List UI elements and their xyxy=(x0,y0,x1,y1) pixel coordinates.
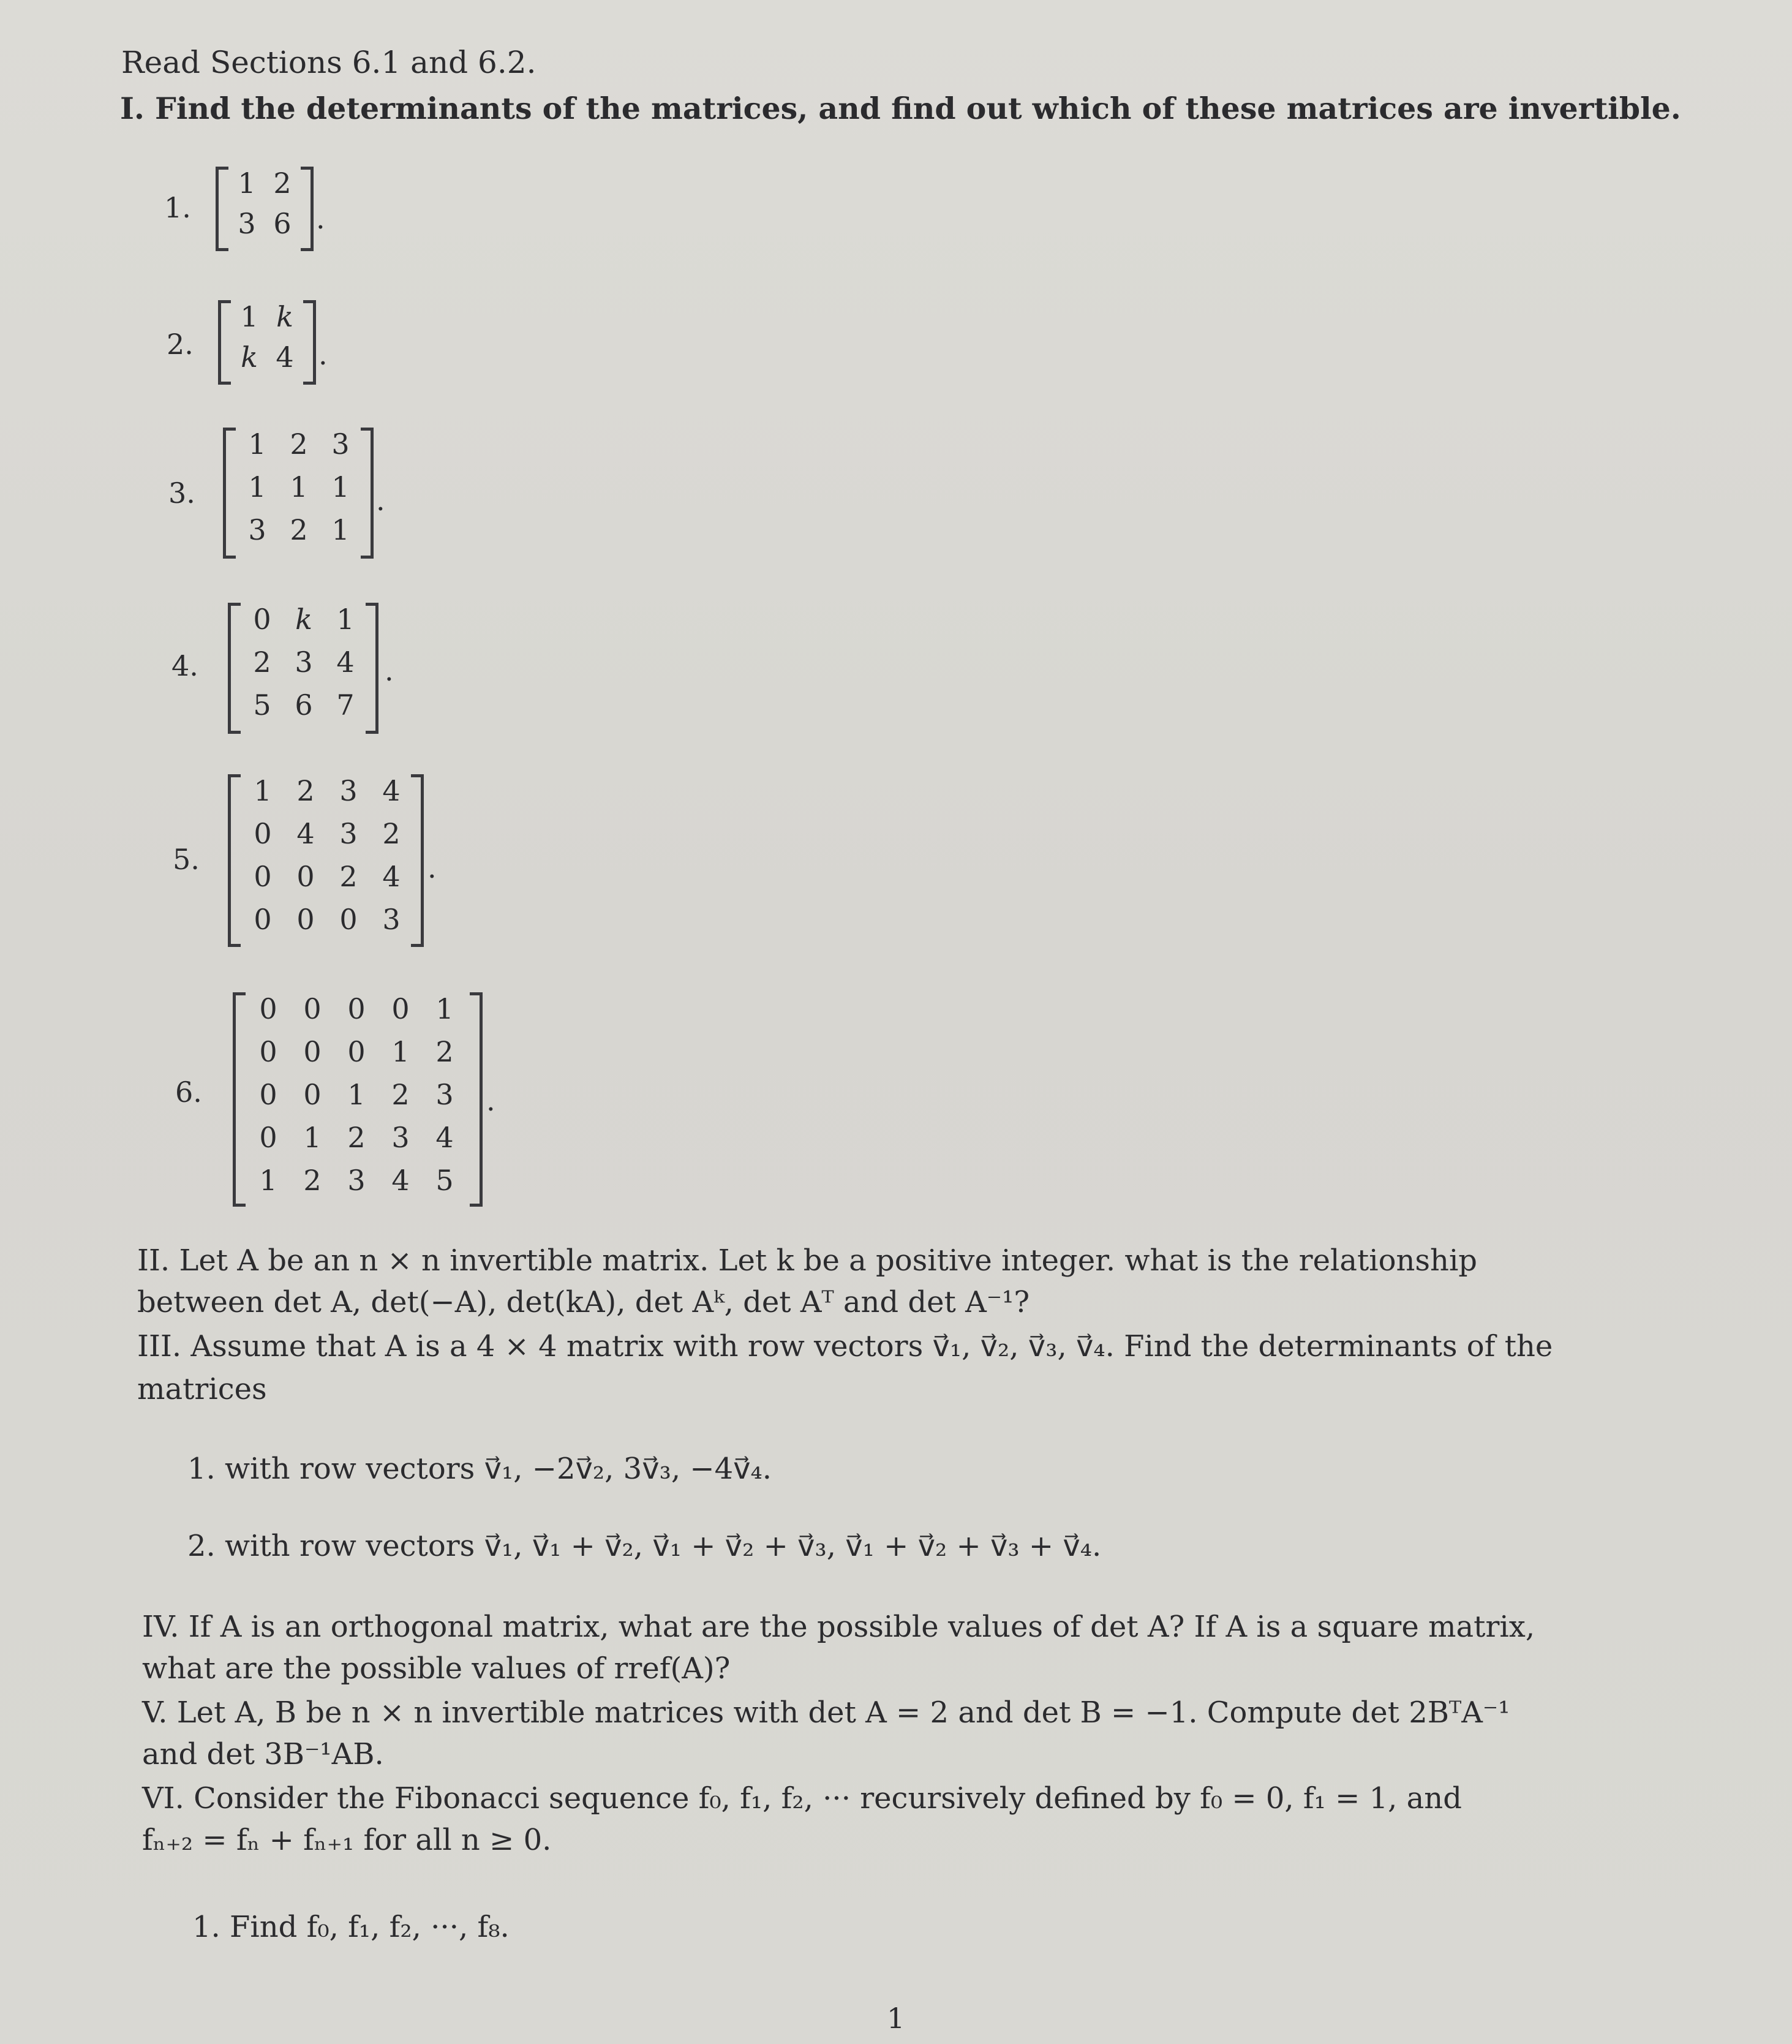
matrix-cell: 4 xyxy=(382,860,401,893)
matrix-cell: 3 xyxy=(382,903,401,936)
matrix-cell: 3 xyxy=(339,817,358,850)
matrix-cell: 0 xyxy=(259,992,277,1025)
matrix-cell: 1 xyxy=(347,1078,366,1111)
matrix-cell: 6 xyxy=(273,207,292,240)
matrix-cell: 7 xyxy=(336,688,355,722)
matrix-1 xyxy=(216,167,314,251)
matrix-4-grid xyxy=(241,603,366,731)
matrix-cell: 0 xyxy=(254,817,272,850)
matrix-cell: 1 xyxy=(336,603,355,636)
matrix-cell: 0 xyxy=(303,1078,322,1111)
matrix-cell: 2 xyxy=(290,513,308,546)
matrix-cell: 1 xyxy=(331,470,350,503)
matrix-cell: k xyxy=(295,603,312,636)
matrix-3-label: 3. xyxy=(168,477,195,510)
matrix-cell: 0 xyxy=(296,860,315,893)
matrix-cell: 2 xyxy=(382,817,401,850)
matrix-cell: 4 xyxy=(382,774,401,807)
matrix-cell: 1 xyxy=(331,513,350,546)
matrix-cell: 1 xyxy=(391,1035,410,1068)
read-sections-line: Read Sections 6.1 and 6.2. xyxy=(121,45,536,80)
section-III-line-2: matrices xyxy=(137,1372,267,1406)
section-II-line-2: between det A, det(−A), det(kA), det Aᵏ, det Aᵀ and det A⁻¹? xyxy=(137,1285,1030,1319)
matrix-cell: 0 xyxy=(259,1035,277,1068)
matrix-cell: 2 xyxy=(391,1078,410,1111)
matrix-cell: 0 xyxy=(254,860,272,893)
matrix-cell: 6 xyxy=(295,688,313,722)
matrix-cell: 0 xyxy=(347,1035,366,1068)
matrix-3 xyxy=(223,428,374,559)
matrix-cell: 0 xyxy=(303,1035,322,1068)
matrix-cell: 3 xyxy=(295,646,313,679)
matrix-cell: 1 xyxy=(290,470,308,503)
matrix-cell: 1 xyxy=(435,992,454,1025)
section-IV-line-2: what are the possible values of rref(A)? xyxy=(142,1651,731,1686)
matrix-2-label: 2. xyxy=(167,328,194,361)
section-VI-line-2: fₙ₊₂ = fₙ + fₙ₊₁ for all n ≥ 0. xyxy=(142,1823,552,1857)
matrix-cell: 3 xyxy=(391,1121,410,1154)
matrix-cell: 1 xyxy=(238,167,256,200)
matrix-cell: 4 xyxy=(296,817,315,850)
matrix-1-label: 1. xyxy=(164,191,191,224)
matrix-cell: 1 xyxy=(240,300,258,333)
matrix-cell: 0 xyxy=(339,903,358,936)
section-VI-line-1: VI. Consider the Fibonacci sequence f₀, f₁, f₂, ··· recursively defined by f₀ = 0, f₁ = 1, and xyxy=(142,1781,1462,1816)
section-VI-item-1: 1. Find f₀, f₁, f₂, ···, f₈. xyxy=(192,1910,510,1944)
matrix-cell: 3 xyxy=(347,1164,366,1197)
matrix-cell: 1 xyxy=(259,1164,277,1197)
matrix-cell: 3 xyxy=(238,207,256,240)
matrix-cell: 1 xyxy=(254,774,272,807)
matrix-3-grid xyxy=(236,428,361,556)
matrix-cell: 2 xyxy=(303,1164,322,1197)
matrix-cell: 1 xyxy=(303,1121,322,1154)
matrix-cell: 0 xyxy=(254,903,272,936)
matrix-5-label: 5. xyxy=(173,843,200,876)
matrix-cell: 0 xyxy=(391,992,410,1025)
matrix-cell: 4 xyxy=(391,1164,410,1197)
matrix-cell: 0 xyxy=(296,903,315,936)
matrix-cell: 2 xyxy=(273,167,292,200)
section-II-line-1: II. Let A be an n × n invertible matrix. Let k be a positive integer. what is the relationship xyxy=(137,1243,1478,1278)
matrix-cell: 1 xyxy=(248,470,266,503)
matrix-cell: 2 xyxy=(347,1121,366,1154)
matrix-4-label: 4. xyxy=(171,649,198,682)
matrix-cell: 0 xyxy=(259,1121,277,1154)
matrix-cell: k xyxy=(241,341,258,374)
matrix-cell: 3 xyxy=(331,428,350,461)
matrix-5 xyxy=(228,774,424,947)
matrix-4 xyxy=(228,603,378,734)
section-III-item-1: 1. with row vectors v⃗₁, −2v⃗₂, 3v⃗₃, −4v⃗₄. xyxy=(187,1452,772,1486)
matrix-2-grid xyxy=(232,300,303,381)
matrix-6-label: 6. xyxy=(175,1076,202,1109)
section-III-line-1: III. Assume that A is a 4 × 4 matrix with row vectors v⃗₁, v⃗₂, v⃗₃, v⃗₄. Find the determinants of the xyxy=(137,1329,1553,1363)
matrix-cell: k xyxy=(276,300,293,333)
matrix-2 xyxy=(218,300,316,385)
page-number: 1 xyxy=(887,2002,905,2035)
matrix-cell: 1 xyxy=(248,428,266,461)
matrix-cell: 3 xyxy=(339,774,358,807)
matrix-cell: 2 xyxy=(296,774,315,807)
matrix-cell: 3 xyxy=(248,513,266,546)
matrix-6-grid xyxy=(246,992,467,1207)
matrix-1-grid xyxy=(229,167,300,247)
matrix-5-grid xyxy=(241,774,413,946)
section-I-heading: I. Find the determinants of the matrices, and find out which of these matrices are invertible. xyxy=(120,91,1681,126)
matrix-cell: 0 xyxy=(253,603,271,636)
matrix-cell: 2 xyxy=(339,860,358,893)
matrix-cell: 2 xyxy=(290,428,308,461)
matrix-cell: 2 xyxy=(253,646,271,679)
matrix-cell: 3 xyxy=(435,1078,454,1111)
section-V-line-2: and det 3B⁻¹AB. xyxy=(142,1737,384,1771)
section-IV-line-1: IV. If A is an orthogonal matrix, what are the possible values of det A? If A is a square matrix, xyxy=(142,1610,1535,1644)
matrix-cell: 0 xyxy=(259,1078,277,1111)
matrix-cell: 2 xyxy=(435,1035,454,1068)
worksheet-page: Read Sections 6.1 and 6.2. I. Find the determinants of the matrices, and find out which of these matrices are invertible. 1. 1 2 3 6 . 2. 1 k k 4 . 3. 1 2 3 1 1 1 3 2 1 . 4. 0 k 1 2 3 4 5 6 7 . 5. 1 2 3 4 0 4 3 2 0 0 2 4 0 0 0 3 . 6. 0 0 0 0 1 0 0 0 1 2 0 0 1 2 3 0 1 2 3 4 1 2 3 4 5 . II. Let A be an n × n invertible matrix. Let k be a positive integer. what is the relationship between det A, det(−A), det(kA), det Aᵏ, det Aᵀ and det A⁻¹? III. Assume that A is a 4 × 4 matrix with row vectors v⃗₁, v⃗₂, v⃗₃, v⃗₄. Find the determinants of the matrices 1. with row vectors v⃗₁, −2v⃗₂, 3v⃗₃, −4v⃗₄. 2. with row vectors v⃗₁, v⃗₁ + v⃗₂, v⃗₁ + v⃗₂ + v⃗₃, v⃗₁ + v⃗₂ + v⃗₃ + v⃗₄. IV. If A is an orthogonal matrix, what are the possible values of det A? If A is a square matrix, what are the possible values of rref(A)? V. Let A, B be n × n invertible matrices with det A = 2 and det B = −1. Compute det 2BᵀA⁻¹ and det 3B⁻¹AB. VI. Consider the Fibonacci sequence f₀, f₁, f₂, ··· recursively defined by f₀ = 0, f₁ = 1, and fₙ₊₂ = fₙ + fₙ₊₁ for all n ≥ 0. 1. Find f₀, f₁, f₂, ···, f₈. 1 xyxy=(0,0,1792,2044)
matrix-cell: 4 xyxy=(435,1121,454,1154)
matrix-6 xyxy=(233,992,483,1207)
matrix-cell: 4 xyxy=(336,646,355,679)
section-III-item-2: 2. with row vectors v⃗₁, v⃗₁ + v⃗₂, v⃗₁ + v⃗₂ + v⃗₃, v⃗₁ + v⃗₂ + v⃗₃ + v⃗₄. xyxy=(187,1529,1102,1563)
matrix-cell: 5 xyxy=(435,1164,454,1197)
matrix-cell: 0 xyxy=(347,992,366,1025)
matrix-cell: 4 xyxy=(276,341,294,374)
matrix-cell: 0 xyxy=(303,992,322,1025)
section-V-line-1: V. Let A, B be n × n invertible matrices with det A = 2 and det B = −1. Compute det 2BᵀA⁻¹ xyxy=(142,1695,1510,1730)
matrix-cell: 5 xyxy=(253,688,271,722)
